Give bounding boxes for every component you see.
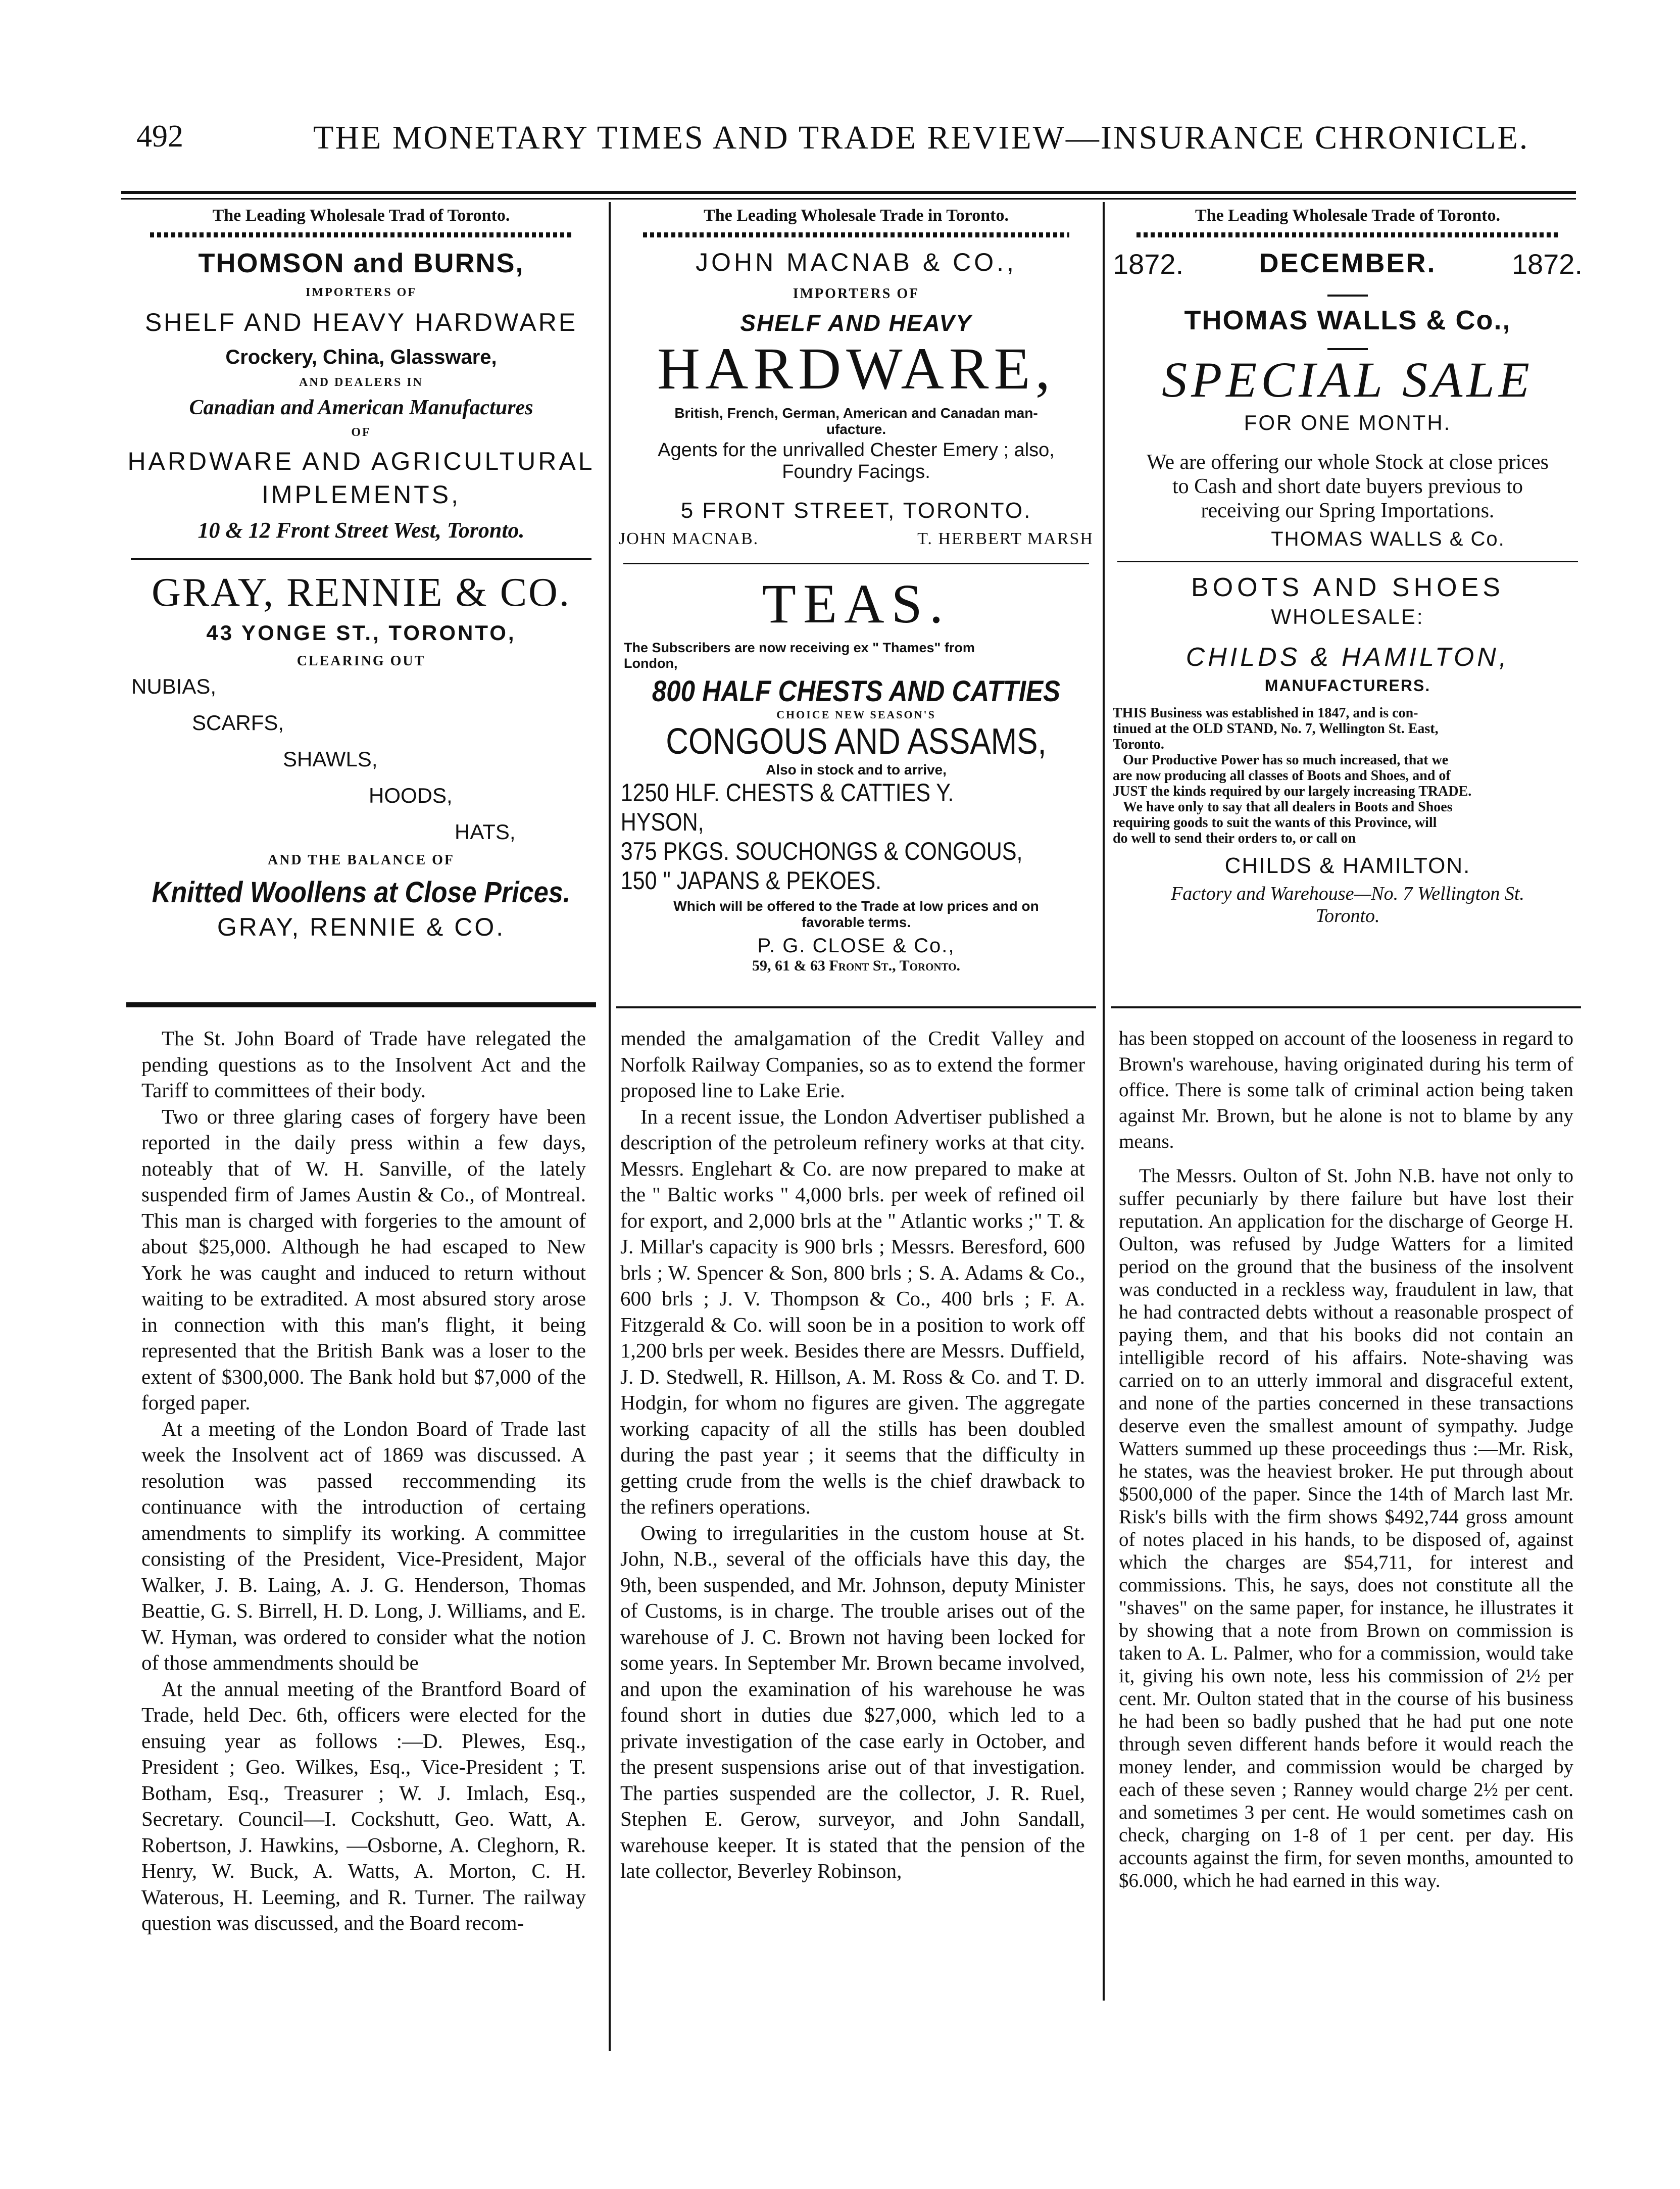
article-paragraph: At the annual meeting of the Brantford Board of Trade, held Dec. 6th, officers were elected for the ensuing year as follows :—D. Plewes, Esq., President ; Geo. Wilkes, Esq., Vice-President ; T. Botham, Esq., Treasurer ; W. J. Imlach, Esq., Secretary. Council—I. Cockshutt, Geo. Watt, A. Robertson, J. Hawkins, —Osborne, A. Cleghorn, R. Henry, W. Buck, A. Watts, A. Morton, C. H. Waterous, H. Leeming, and R. Turner. The railway question was discussed, and the Board recom- <box>141 1677 586 1934</box>
list-item: SCARFS, <box>192 711 284 735</box>
column-heading: The Leading Wholesale Trade of Toronto. <box>1195 206 1500 225</box>
ad-column-middle <box>614 202 1099 1000</box>
walls-body-3: receiving our Spring Importations. <box>1201 499 1495 522</box>
close-firm: P. G. CLOSE & Co., <box>757 935 955 957</box>
partners-row <box>614 529 1099 549</box>
ad-separator <box>131 558 591 560</box>
japans-line: 150 " JAPANS & PEKOES. <box>620 866 882 895</box>
manufactures-line: Canadian and American Manufactures <box>189 396 533 419</box>
childs-firm: CHILDS & HAMILTON, <box>1185 643 1510 672</box>
agents-line: Agents for the unrivalled Chester Emery ; also, <box>658 440 1055 461</box>
congous-assams: CONGOUS AND ASSAMS, <box>666 721 1047 762</box>
ad-column-right <box>1108 202 1588 1000</box>
factory-line-2: Toronto. <box>1315 905 1380 927</box>
implements-line: IMPLEMENTS, <box>262 480 461 509</box>
teas-ad <box>614 574 1099 975</box>
shelf-heavy-hardware: SHELF AND HEAVY HARDWARE <box>144 308 578 336</box>
article-paragraph: In a recent issue, the London Advertiser published a description of the petroleum refinery works at that city. Messrs. Englehart & Co. are now prepared to make at the " Baltic works " 4,000 brls. per week of refined oil for export, and 2,000 brls at the " Atlantic works ;" T. & J. Millar's capacity is 900 brls ; Messrs. Beresford, 600 brls ; W. Spencer & Son, 800 brls ; S. A. Adams & Co., 600 brls ; J. V. Thompson & Co., 400 brls ; F. A. Fitzgerald & Co. will soon be in a position to work off 1,200 brls per week. Besides there are Messrs. Duffield, J. D. Stedwell, R. Hillson, A. M. Ross & Co. and T. D. Hodgin, for whom no figures are given. The aggregate working capacity of all the stills has been doubled during the past year ; it seems that the difficulty in getting crude from the wells is the chief drawback to the refiners operations. <box>620 1104 1085 1518</box>
article-paragraph: At a meeting of the London Board of Trade last week the Insolvent act of 1869 was discussed. A resolution was passed reccommending its continuance with the introduction of certaing amendments to simplify its working. A committee consisting of the President, Vice-President, Major Walker, J. B. Laing, A. J. G. Henderson, Thomas Beattie, G. S. Birrell, H. D. Long, J. Williams, and E. W. Hyman, was ordered to consider what the notion of those ammendments should be <box>141 1417 586 1674</box>
article-paragraph: has been stopped on account of the looseness in regard to Brown's warehouse, having originated during his term of office. There is some talk of criminal action being taken against Mr. Brown, but he alone is not to blame by any means. <box>1119 1028 1573 1152</box>
firm-name: JOHN MACNAB & CO., <box>696 248 1017 276</box>
article-paragraph: Owing to irregularities in the custom house at St. John, N.B., several of the officials have this day, the 9th, been suspended, and Mr. Johnson, deputy Minister of Customs, is in charge. The trouble arises out of the warehouse of J. C. Brown not having been locked for some years. In September Mr. Brown became involved, and upon the examination of his warehouse he was found short in duties due $27,000, which led to a private investigation of the case early in October, and the present suspensions arise out of that investigation. The parties suspended are the collector, J. R. Ruel, Stephen E. Gerow, surveyor, and John Sandall, warehouse keeper. It is stated that the pension of the late collector, Beverley Robinson, <box>620 1521 1085 1882</box>
manufacturers-label: MANUFACTURERS. <box>1264 676 1431 695</box>
date-row <box>1108 248 1588 280</box>
ad-separator <box>623 563 1089 564</box>
page-number: 492 <box>136 119 183 154</box>
column-divider-1 <box>609 202 611 2051</box>
origin-line: British, French, German, American and Canadan man- <box>674 405 1038 421</box>
firm-name: THOMAS WALLS & Co., <box>1184 305 1511 335</box>
year-left: 1872. <box>1113 248 1184 280</box>
macnab-ad <box>614 248 1099 549</box>
article-paragraph: The Messrs. Oulton of St. John N.B. have not only to suffer pecuniarly by there failure but have lost their reputation. An application for the discharge of George H. Oulton, was refused by Judge Watters for a limited period on the ground that the business of the insolvent was conducted in a reckless way, fraudulent in law, that he had contracted debts without a reasonable prospect of paying them, and that his books did not contain an intelligible record of his affairs. Note-shaving was carried on to an utterly immoral and disgraceful extent, and none of the parties concerned in these transactions deserve even the smallest amount of sympathy. Judge Watters summed up these proceedings thus :—Mr. Risk, he states, was the heaviest broker. He put through about $500,000 of the paper. Since the 14th of March last Mr. Risk's bills with the firm shows $492,744 gross amount of notes placed in his hands, to be disposed of, against which the charges are $54,711, for interest and commissions. This, he says, does not constitute all the "shaves" on the same paper, for instance, he illustrates it by showing that a note from Brown on commission is taken to A. L. Palmer, who for a commission, would take it, giving his own note, less his commission of 2½ per cent. Mr. Oulton stated that in the course of his business he had been so badly pushed that he had put one note through seven different hands before it would reach the money lender, and commission would be charged by each of these seven ; Ranney would charge 2½ per cent. and sometimes 3 per cent. He would sometimes cash on check, charging on 1-8 of 1 per cent. per day. His accounts against the firm, for seven months, amounted to $6.000, which he had earned in this way. <box>1119 1165 1573 1891</box>
crockery-line: Crockery, China, Glassware, <box>225 346 497 368</box>
list-item: HATS, <box>455 820 516 844</box>
firm-name: GRAY, RENNIE & CO. <box>152 570 571 615</box>
foundry-line: Foundry Facings. <box>782 461 930 482</box>
column-heading: The Leading Wholesale Trad of Toronto. <box>212 206 510 225</box>
gray-address: 43 YONGE ST., TORONTO, <box>206 621 516 645</box>
teas-headline: TEAS. <box>762 573 951 635</box>
partner-name: JOHN MACNAB. <box>619 529 759 548</box>
list-item: NUBIAS, <box>131 674 217 698</box>
thomas-walls-ad <box>1108 248 1588 551</box>
header-rule-top <box>121 191 1576 194</box>
wavy-rule <box>150 232 572 237</box>
balance-label: AND THE BALANCE OF <box>267 852 455 868</box>
column-divider-2 <box>1103 202 1105 2001</box>
offered-line-2: favorable terms. <box>801 914 911 930</box>
header-rule-bottom <box>121 198 1576 200</box>
clearance-list <box>121 674 601 844</box>
article-column-left <box>141 1026 586 1936</box>
macnab-address: 5 FRONT STREET, TORONTO. <box>680 498 1032 523</box>
half-chests-line: 800 HALF CHESTS AND CATTIES <box>652 675 1061 708</box>
clearing-out-label: CLEARING OUT <box>297 653 426 669</box>
dealers-label: AND DEALERS IN <box>299 376 424 389</box>
hardware-headline: HARDWARE, <box>657 335 1056 402</box>
boots-shoes-title: BOOTS AND SHOES <box>1191 573 1504 602</box>
article-paragraph: The St. John Board of Trade have relegated the pending questions as to the Insolvent Act and the Tariff to committees of their body. <box>141 1027 586 1102</box>
thomson-address: 10 & 12 Front Street West, Toronto. <box>197 518 525 543</box>
importers-label: IMPORTERS OF <box>306 286 417 299</box>
gray-signoff: GRAY, RENNIE & CO. <box>217 913 506 941</box>
month-label: DECEMBER. <box>1259 248 1437 278</box>
firm-name: THOMSON and BURNS, <box>198 248 524 278</box>
ad-separator <box>1117 561 1578 562</box>
childs-body: THIS Business was established in 1847, and is con- tinued at the OLD STAND, No. 7, Wellington St. East, Toronto. Our Productive Power has so much increased, that we are now producing all classes of Boots and Shoes, and of JUST the kinds required by our largely increasing TRADE. We have only to say that all dealers in Boots and Shoes requiring goods to suit the wants of this Province, will do well to send their orders to, or call on <box>1113 705 1472 846</box>
ad-column-left <box>121 202 601 1000</box>
of-label: OF <box>351 426 371 439</box>
list-item: HOODS, <box>369 784 453 807</box>
childs-hamilton-ad <box>1108 572 1588 927</box>
origin-line-2: ufacture. <box>826 421 886 437</box>
ads-bottom-rule <box>1111 1006 1581 1008</box>
list-item: SHAWLS, <box>283 747 378 771</box>
souchongs-line: 375 PKGS. SOUCHONGS & CONGOUS, <box>620 837 1023 865</box>
hyson-line: 1250 HLF. CHESTS & CATTIES Y. HYSON, <box>620 779 954 836</box>
column-heading: The Leading Wholesale Trade in Toronto. <box>704 206 1009 225</box>
page-header <box>121 114 1586 174</box>
also-line: Also in stock and to arrive, <box>766 762 947 777</box>
receiving-line-2: London, <box>624 656 678 671</box>
receiving-line: The Subscribers are now receiving ex " Thames" from <box>624 640 975 655</box>
special-sale: SPECIAL SALE <box>1162 352 1534 408</box>
article-column-middle <box>620 1026 1085 1884</box>
article-paragraph: Two or three glaring cases of forgery have been reported in the daily press within a few days, noteably that of W. H. Sanville, of the lately suspended firm of James Austin & Co., of Montreal. This man is charged with forgeries to the amount of about $25,000. Although he had escaped to New York he was caught and induced to return without waiting to be extradited. A most absured story arose in connection with this man's flight, it being represented that the British Bank was a loser to the extent of $300,000. The Bank hold but $7,000 of the forged paper. <box>141 1104 586 1414</box>
ads-bottom-rule <box>616 1006 1096 1008</box>
one-month-line: FOR ONE MONTH. <box>1244 411 1452 434</box>
gray-rennie-ad <box>121 570 601 942</box>
thomson-burns-ad <box>121 248 601 543</box>
partner-name: T. HERBERT MARSH <box>917 529 1094 548</box>
article-paragraph: mended the amalgamation of the Credit Valley and Norfolk Railway Companies, so as to extend the former proposed line to Lake Erie. <box>620 1027 1085 1102</box>
wavy-rule <box>1137 232 1559 237</box>
close-address: 59, 61 & 63 Front St., Toronto. <box>752 957 961 974</box>
wavy-rule <box>643 232 1070 237</box>
choice-label: CHOICE NEW SEASON'S <box>776 708 936 721</box>
factory-line: Factory and Warehouse—No. 7 Wellington St. <box>1171 883 1524 904</box>
knitted-woollens: Knitted Woollens at Close Prices. <box>152 876 571 909</box>
short-rule <box>1327 348 1368 350</box>
page-title: THE MONETARY TIMES AND TRADE REVIEW—INSURANCE CHRONICLE. <box>313 119 1529 156</box>
ads-bottom-rule <box>126 1002 596 1007</box>
walls-signoff: THOMAS WALLS & Co. <box>1271 528 1505 550</box>
short-rule <box>1327 295 1368 297</box>
childs-signoff: CHILDS & HAMILTON. <box>1224 853 1471 878</box>
walls-body-2: to Cash and short date buyers previous to <box>1172 475 1523 498</box>
shelf-heavy: SHELF AND HEAVY <box>740 310 972 336</box>
importers-label: IMPORTERS OF <box>793 286 920 302</box>
year-right: 1872. <box>1511 248 1583 280</box>
agricultural-line: HARDWARE AND AGRICULTURAL <box>127 447 595 475</box>
walls-body: We are offering our whole Stock at close prices <box>1147 451 1549 474</box>
article-column-right <box>1119 1026 1573 1892</box>
offered-line: Which will be offered to the Trade at low prices and on <box>673 898 1039 914</box>
wholesale-label: WHOLESALE: <box>1271 605 1424 628</box>
